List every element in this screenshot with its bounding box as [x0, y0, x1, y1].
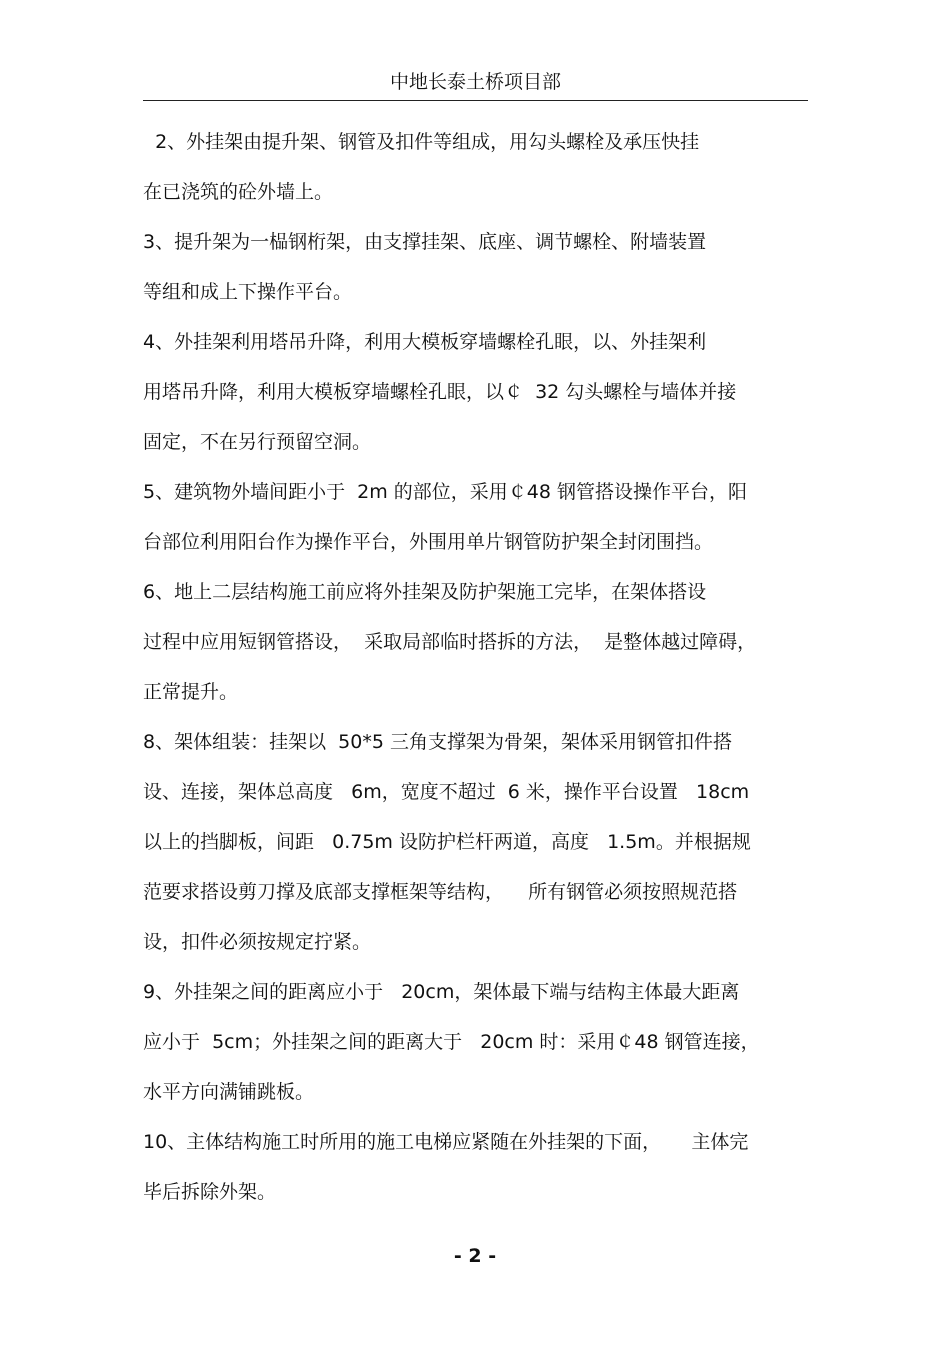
page-number: - 2 -	[453, 1245, 497, 1267]
body-line: 5、建筑物外墙间距小于 2m 的部位，采用￠48 钢管搭设操作平台，阳	[143, 481, 748, 503]
body-line: 用塔吊升降，利用大模板穿墙螺栓孔眼，以￠ 32 勾头螺栓与墙体并接	[143, 381, 737, 403]
body-line: 3、提升架为一榀钢桁架，由支撑挂架、底座、调节螺栓、附墙装置	[143, 231, 707, 253]
body-line: 9、外挂架之间的距离应小于 20cm，架体最下端与结构主体最大距离	[143, 981, 740, 1003]
body-line: 设，扣件必须按规定拧紧。	[143, 931, 372, 953]
body-line: 固定，不在另行预留空洞。	[143, 431, 372, 453]
body-line: 设、连接，架体总高度 6m，宽度不超过 6 米，操作平台设置 18cm	[143, 781, 750, 803]
body-line: 水平方向满铺跳板。	[143, 1081, 315, 1103]
body-line: 范要求搭设剪刀撑及底部支撑框架等结构， 所有钢管必须按照规范搭	[143, 881, 738, 903]
body-line: 10、主体结构施工时所用的施工电梯应紧随在外挂架的下面， 主体完	[143, 1131, 749, 1153]
body-line: 在已浇筑的砼外墙上。	[143, 181, 334, 203]
body-line: 4、外挂架利用塔吊升降，利用大模板穿墙螺栓孔眼，以、外挂架利	[143, 331, 707, 353]
body-line: 应小于 5cm；外挂架之间的距离大于 20cm 时：采用￠48 钢管连接，	[143, 1031, 760, 1053]
body-line: 以上的挡脚板，间距 0.75m 设防护栏杆两道，高度 1.5m。并根据规	[143, 831, 751, 853]
body-line: 8、架体组装：挂架以 50*5 三角支撑架为骨架，架体采用钢管扣件搭	[143, 731, 732, 753]
body-line: 台部位利用阳台作为操作平台，外围用单片钢管防护架全封闭围挡。	[143, 531, 714, 553]
body-line: 正常提升。	[143, 681, 239, 703]
header-title: 中地长泰土桥项目部	[389, 71, 561, 93]
body-line: 6、地上二层结构施工前应将外挂架及防护架施工完毕，在架体搭设	[143, 581, 707, 603]
header-divider	[143, 100, 808, 101]
body-line: 等组和成上下操作平台。	[143, 281, 353, 303]
body-line: 2、外挂架由提升架、钢管及扣件等组成，用勾头螺栓及承压快挂	[143, 131, 700, 153]
body-line: 毕后拆除外架。	[143, 1181, 277, 1203]
body-line: 过程中应用短钢管搭设， 采取局部临时搭拆的方法， 是整体越过障碍，	[143, 631, 757, 653]
